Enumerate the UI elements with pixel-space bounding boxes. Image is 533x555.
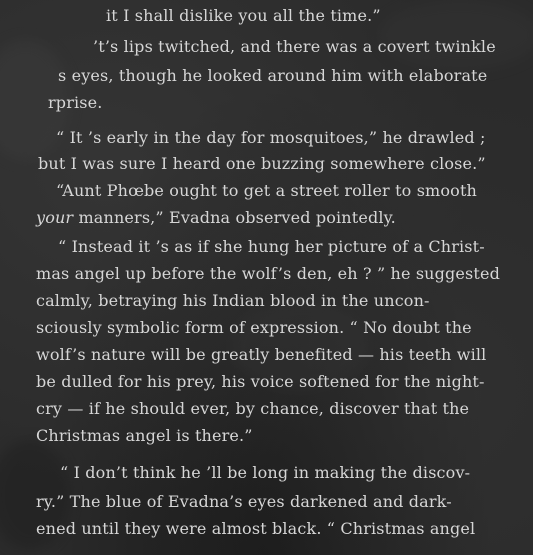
text-line: “ I don’t think he ’ll be long in making the discov- (60, 463, 471, 482)
text-line: ’t’s lips twitched, and there was a covert twinkle (93, 37, 496, 56)
text-line: but I was sure I heard one buzzing somewhere close.” (38, 154, 486, 173)
text-line-rest: manners,” Evadna observed pointedly. (78, 208, 396, 227)
text-line: ened until they were almost black. “ Christmas angel (36, 519, 476, 538)
italic-word: your (36, 208, 74, 227)
text-line: rprise. (48, 93, 103, 112)
text-line: wolf’s nature will be greatly benefited — his teeth will (36, 345, 487, 364)
text-line: “ It ’s early in the day for mosquitoes,” he drawled ; (56, 128, 486, 147)
text-line: Christmas angel is there.” (36, 426, 253, 445)
text-line: s eyes, though he looked around him with elaborate (58, 66, 488, 85)
paper-stain (380, 0, 533, 70)
text-line: be dulled for his prey, his voice softened for the night- (36, 372, 485, 391)
text-line: cry — if he should ever, by chance, discover that the (36, 399, 470, 418)
text-line: sciously symbolic form of expression. “ No doubt the (36, 318, 472, 337)
text-line: it I shall dislike you all the time.” (106, 6, 381, 25)
text-line: “ Instead it ’s as if she hung her picture of a Christ- (58, 237, 485, 256)
text-line: calmly, betraying his Indian blood in the uncon- (36, 291, 430, 310)
text-line: “Aunt Phœbe ought to get a street roller to smooth (56, 181, 477, 200)
text-line: ry.” The blue of Evadna’s eyes darkened and dark- (36, 492, 452, 511)
text-line: mas angel up before the wolf’s den, eh ? ” he suggested (36, 264, 500, 283)
text-line (36, 208, 396, 228)
